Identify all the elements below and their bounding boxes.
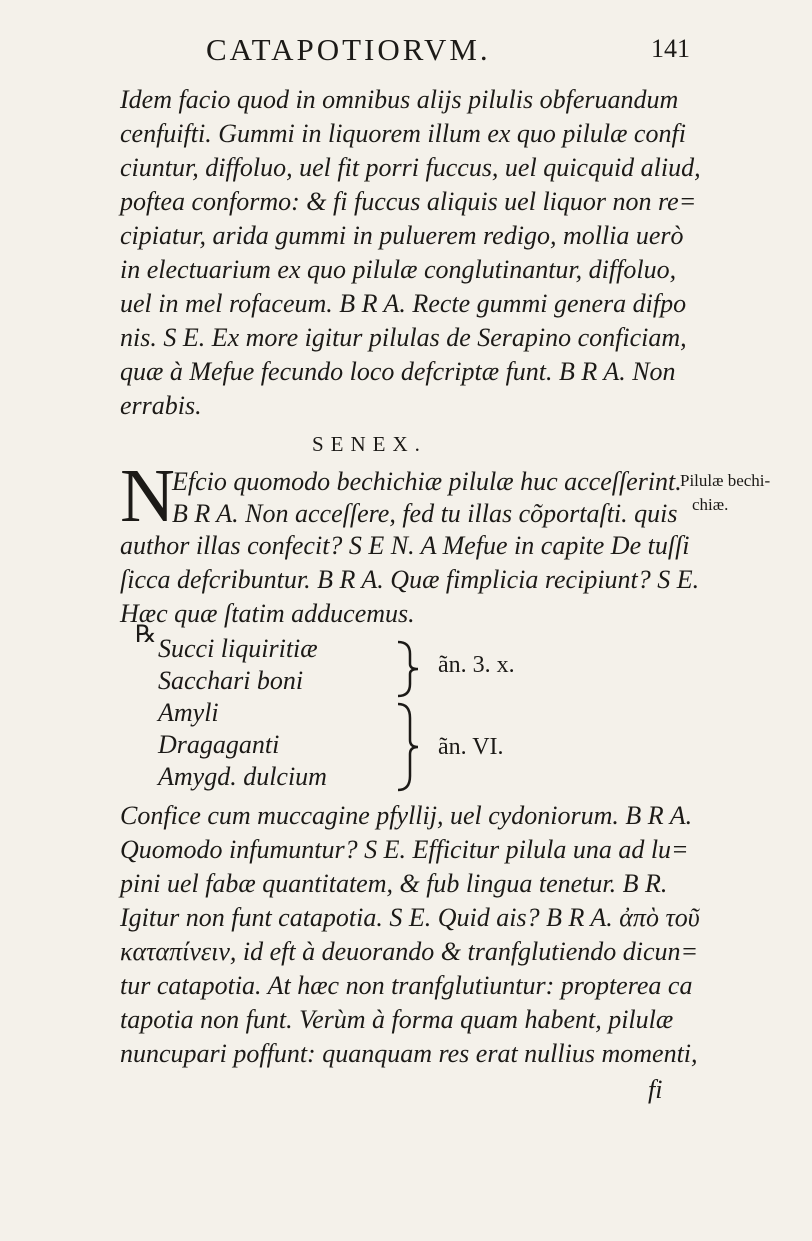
margin-note: Pilulæ bechi- xyxy=(680,471,771,490)
ingredient: Amygd. dulcium xyxy=(158,762,327,791)
text-line: Idem facio quod in omnibus alijs pilulis obferuandum xyxy=(120,85,679,114)
text-line: uel in mel rofaceum. B R A. Recte gummi genera difpo xyxy=(120,289,687,318)
ingredient: Succi liquiritiæ xyxy=(158,634,318,663)
text-line: cipiatur, arida gummi in puluerem redigo, mollia uerò xyxy=(120,221,684,250)
recipe-symbol: ℞ xyxy=(135,620,157,648)
catchword: fi xyxy=(648,1075,663,1104)
running-title: CATAPOTIORVM. xyxy=(206,32,491,67)
text-line: Quomodo infumuntur? S E. Efficitur pilula una ad lu= xyxy=(120,835,689,864)
text-line: nis. S E. Ex more igitur pilulas de Serapino conficiam, xyxy=(120,323,687,352)
text-line: poftea conformo: & fi fuccus aliquis uel liquor non re= xyxy=(120,187,697,216)
text-line: tur catapotia. At hæc non tranfglutiuntur: propterea ca xyxy=(120,971,693,1000)
text-line: tapotia non funt. Verùm à forma quam habent, pilulæ xyxy=(120,1005,674,1034)
text-line: errabis. xyxy=(120,391,202,420)
text-line: quæ à Mefue fecundo loco defcriptæ funt. B R A. Non xyxy=(120,357,676,386)
dose: ãn. VI. xyxy=(438,734,504,760)
text-line: Hæc quæ ſtatim adducemus. xyxy=(120,599,415,628)
ingredient: Dragaganti xyxy=(158,730,280,759)
ingredient: Sacchari boni xyxy=(158,666,304,695)
text-line: nuncupari poffunt: quanquam res erat nullius momenti, xyxy=(120,1039,698,1068)
brace-icon xyxy=(392,640,432,698)
text-line: B R A. Non acceſſere, fed tu illas cõportaſti. quis xyxy=(172,499,678,528)
text-line: καταπίνειν, id eft à deuorando & tranfglutiendo dicun= xyxy=(120,937,699,966)
drop-capital: N xyxy=(120,454,175,538)
text-line: cenfuifti. Gummi in liquorem illum ex quo pilulæ confi xyxy=(120,119,686,148)
running-header xyxy=(120,28,690,72)
speaker-heading: SENEX. xyxy=(312,432,427,456)
brace-icon xyxy=(392,702,432,792)
text-line: ſicca defcribuntur. B R A. Quæ fimplicia recipiunt? S E. xyxy=(120,565,700,594)
text-line: Efcio quomodo bechichiæ pilulæ huc acceſſerint. xyxy=(172,467,682,496)
text-line: ciuntur, diffoluo, uel fit porri fuccus, uel quicquid aliud, xyxy=(120,153,701,182)
dose: ãn. 3. x. xyxy=(438,652,515,678)
text-line: author illas confecit? S E N. A Mefue in capite De tuſſi xyxy=(120,531,690,560)
text-line: Confice cum muccagine pfyllij, uel cydoniorum. B R A. xyxy=(120,801,693,830)
margin-note: chiæ. xyxy=(692,495,729,514)
text-line: pini uel fabæ quantitatem, & fub lingua tenetur. B R. xyxy=(120,869,668,898)
page-number: 141 xyxy=(651,34,690,63)
text-line: Igitur non funt catapotia. S E. Quid ais? B R A. ἀπὸ τοῦ xyxy=(120,903,700,932)
ingredient: Amyli xyxy=(158,698,219,727)
text-line: in electuarium ex quo pilulæ conglutinantur, diffoluo, xyxy=(120,255,677,284)
